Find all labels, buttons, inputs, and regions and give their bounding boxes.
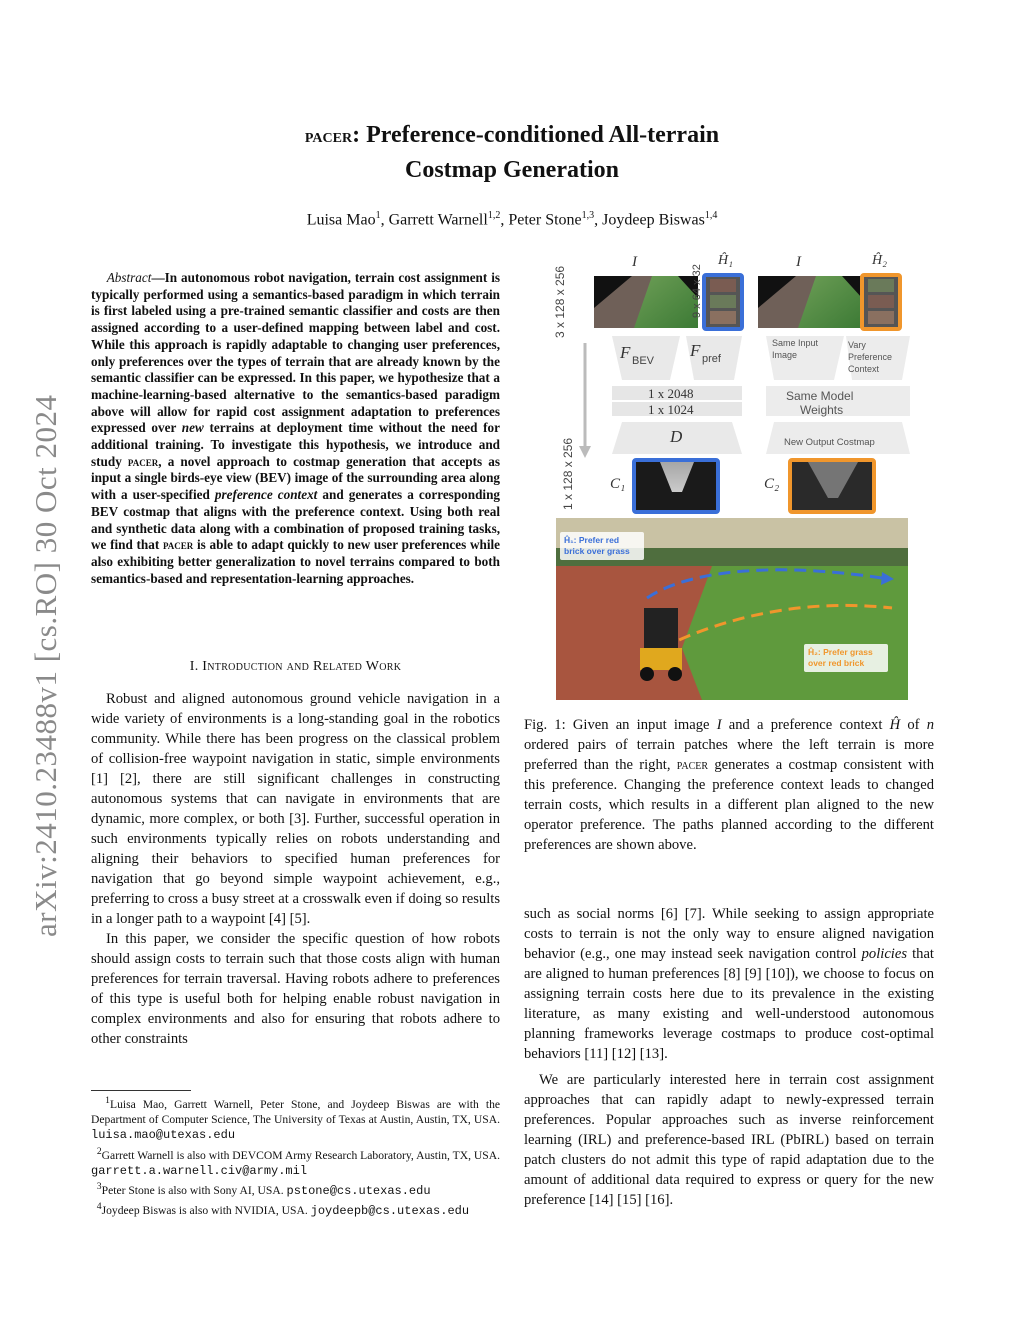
caption-text: ordered pairs of terrain patches where the left terrain is more preferred than the right, xyxy=(524,737,934,773)
section-heading xyxy=(91,659,500,675)
title-line1: : Preference-conditioned All-terrain xyxy=(352,122,720,148)
abstract-text: In autonomous robot navigation, terrain cost assignment is typically performed using a semantics-based paradigm in which terrain is first labeled using a pre-trained semantic classifier and costs are then assigned according to a user-defined mapping between label and cost. While this approach is rapidly adaptable to changing user preferences, only preferences over the types of terrain that are already known by the semantic classifier can be expressed. In this paper, we hypothesize that a machine-learning-based alternative to the semantics-based paradigm above will allow for rapid cost assignment adaptation to preferences expressed over xyxy=(91,270,501,436)
title-pacer: pacer xyxy=(304,125,353,147)
encoder-pref-label: F xyxy=(690,341,701,360)
abstract-pacer: pacer xyxy=(127,453,159,469)
figure-caption xyxy=(524,715,934,855)
encoder-bev-sub: BEV xyxy=(632,355,655,367)
footnote xyxy=(91,1199,500,1219)
footnote-text: Luisa Mao, Garrett Warnell, Peter Stone, and Joydeep Biswas are with the Department of Computer Science, The University of Texas at Austin, Austin, TX, USA. xyxy=(91,1097,501,1127)
author-list: Luisa Mao$^1$, Garrett Warnell$^{1,2}$, Peter Stone$^{1,3}$, Joydeep Biswas$^{1,4}$ xyxy=(306,210,718,229)
abstract xyxy=(91,270,500,587)
footnotes xyxy=(91,1090,500,1220)
caption-text: of xyxy=(900,717,927,733)
footnote-email: pstone@cs.utexas.edu xyxy=(286,1184,431,1199)
caption-text: and a preference context xyxy=(721,717,890,733)
abstract-emph: preference context xyxy=(214,487,318,503)
encoder-pref-sub: pref xyxy=(702,353,721,365)
pref-context-1-label: Ĥ₁ xyxy=(718,253,733,268)
input-image-left xyxy=(594,276,698,328)
footnote-email: garrett.a.warnell.civ@army.mil xyxy=(91,1163,308,1178)
paragraph: In this paper, we consider the specific question of how robots should assign costs to terrain such that those costs align with human preferences for terrain traversal. Having robots adhere to preferences of this type is useful both for helping enable robust navigation in complex environments and also for ensuring that robots adhere to other constraints xyxy=(91,931,500,1047)
author-affil: 1,2 xyxy=(487,210,501,221)
intro-text-left xyxy=(91,689,500,1049)
same-weights-line1: Same Model xyxy=(786,389,854,403)
same-weights-line2: Weights xyxy=(800,403,844,417)
abstract-pacer: pacer xyxy=(162,537,194,553)
input-image-label: I xyxy=(632,254,637,270)
latent-vector-2-label: 1 x 1024 xyxy=(648,402,694,417)
footnote-mark: 3 xyxy=(96,1181,102,1193)
footnote-email: joydeepb@cs.utexas.edu xyxy=(310,1204,470,1219)
dim-label-top: 3 x 128 x 256 xyxy=(553,265,567,338)
paragraph xyxy=(524,904,934,1064)
encoder-bev-label: F xyxy=(620,343,631,362)
section-heading-text: I. Introduction and Related Work xyxy=(189,659,402,674)
pref-context-2 xyxy=(862,275,900,329)
caption-math: Ĥ xyxy=(889,717,901,733)
pref-context-1 xyxy=(704,275,742,329)
abstract-text: is able to adapt quickly to new user preferences while also exhibiting better generalization to novel terrains compared to both semantics-based and representation-learning approaches. xyxy=(91,537,501,586)
author-affil: 1 xyxy=(375,210,381,221)
costmap-1-label: C₁ xyxy=(610,476,626,492)
paragraph-text: such as social norms [6] [7]. While seeking to assign appropriate costs to terrain is not the only way to ensure aligned navigation behavior (e.g., one may instead seek navigation control xyxy=(524,906,934,962)
abstract-dash: — xyxy=(151,270,165,285)
footnote-mark: 1 xyxy=(105,1095,110,1106)
costmap-1 xyxy=(634,460,718,512)
footnote-rule xyxy=(91,1090,191,1091)
footnote-email: luisa.mao@utexas.edu xyxy=(91,1128,236,1143)
intro-text-right xyxy=(524,904,934,1210)
paragraph: Robust and aligned autonomous ground vehicle navigation in a wide variety of environments is a long-standing goal in the robotics community. While there has been progress on the classical problem of collision-free waypoint navigation in static, simple environments [1] [2], there are still significant challenges in constructing autonomous systems that can navigate in environments that are dynamic, more complex, or both [3]. Further, successful operation in such environments typically relies on robots understanding and aligning their behaviors to specified human preferences for navigation that go beyond simple waypoint achievement, e.g., preferring to cross a busy street at a crosswalk even if doing so results in a longer path to a waypoint [4] [5]. xyxy=(91,691,500,927)
pref-context-2-label: Ĥ₂ xyxy=(872,253,887,268)
footnote-mark: 4 xyxy=(96,1201,102,1213)
author-name: Garrett Warnell xyxy=(388,211,488,229)
abstract-label: Abstract xyxy=(106,270,152,285)
abstract-text: and generates a corresponding BEV costmap that aligns with the preference context. Using both real and synthetic data along with a combination of proposed training tasks, we find that xyxy=(91,487,501,553)
costmap-2-label: C₂ xyxy=(764,476,780,492)
new-output-text: New Output Costmap xyxy=(784,437,875,448)
footnote xyxy=(91,1144,500,1179)
caption-pacer: pacer xyxy=(676,757,709,773)
caption-math: I xyxy=(716,717,722,733)
costmap-2 xyxy=(790,460,874,512)
dim-label-bottom: 1 x 128 x 256 xyxy=(561,437,575,510)
footnote-text: Peter Stone is also with Sony AI, USA. xyxy=(101,1184,287,1198)
footnote xyxy=(91,1093,500,1144)
figure-1 xyxy=(552,248,922,703)
paragraph-emph: policies xyxy=(861,946,908,962)
caption-text: generates a costmap consistent with this preference. Changing the preference context leads to changed terrain costs, which results in a different plan aligned to the new operator preference. The paths planned according to the different preferences are shown above. xyxy=(524,757,934,853)
paper-title xyxy=(200,118,824,187)
dim-label-pref: 9 x 64 x 32 xyxy=(691,264,703,318)
input-image-label: I xyxy=(796,254,801,270)
title-line2: Costmap Generation xyxy=(405,157,619,183)
author-name: Peter Stone xyxy=(508,211,582,229)
footnote-text: Joydeep Biswas is also with NVIDIA, USA. xyxy=(101,1204,311,1218)
photo-label-2: Ĥ₂: Prefer grass over red brick xyxy=(808,647,873,668)
paragraph-text: that are aligned to human preferences [8] [9] [10]), we choose to focus on assigning terrain costs here due to its prevalence in the existing literature, as many existing and well-understood autonomous planning frameworks leverage costmaps to produce cost-optimal behaviors [11] [12] [13]. xyxy=(524,946,934,1062)
decoder-label: D xyxy=(670,427,683,446)
author-name: Luisa Mao xyxy=(306,211,376,229)
author-affil: 1,4 xyxy=(704,210,718,221)
vary-pref-text: Vary Preference Context xyxy=(848,340,893,374)
footnote-text: Garrett Warnell is also with DEVCOM Army Research Laboratory, Austin, TX, USA. xyxy=(101,1148,500,1162)
input-image-right xyxy=(758,276,862,328)
caption-text: Fig. 1: Given an input image xyxy=(524,717,717,733)
latent-vector-1-label: 1 x 2048 xyxy=(648,386,694,401)
same-input-text: Same Input Image xyxy=(772,338,819,360)
arxiv-identifier: arXiv:2410.23488v1 [cs.RO] 30 Oct 2024 xyxy=(28,394,63,937)
paragraph: We are particularly interested here in terrain cost assignment approaches that can rapidly adapt to newly-expressed terrain preferences. Popular approaches such as inverse reinforcement learning (IRL) and preference-based IRL (PbIRL) based on terrain patch clusters do not admit this type of rapid adaptation due to the amount of additional data required to express or query for the new preference [14] [15] [16]. xyxy=(524,1072,934,1208)
author-name: Joydeep Biswas xyxy=(602,211,705,229)
photo-label-1: Ĥ₁: Prefer red brick over grass xyxy=(564,535,630,556)
caption-math: n xyxy=(926,717,934,733)
author-affil: 1,3 xyxy=(581,210,595,221)
down-arrow-head xyxy=(579,446,591,458)
abstract-emph: new xyxy=(181,420,204,436)
abstract-text: , a novel approach to costmap generation that accepts as input a single birds-eye view (BEV) image of the surrounding area along with a user-specified xyxy=(91,453,500,503)
abstract-text: terrains at deployment time without the need for additional training. To investigate this hypothesis, we introduce and study xyxy=(91,420,500,469)
footnote xyxy=(91,1179,500,1199)
footnote-mark: 2 xyxy=(96,1145,102,1157)
